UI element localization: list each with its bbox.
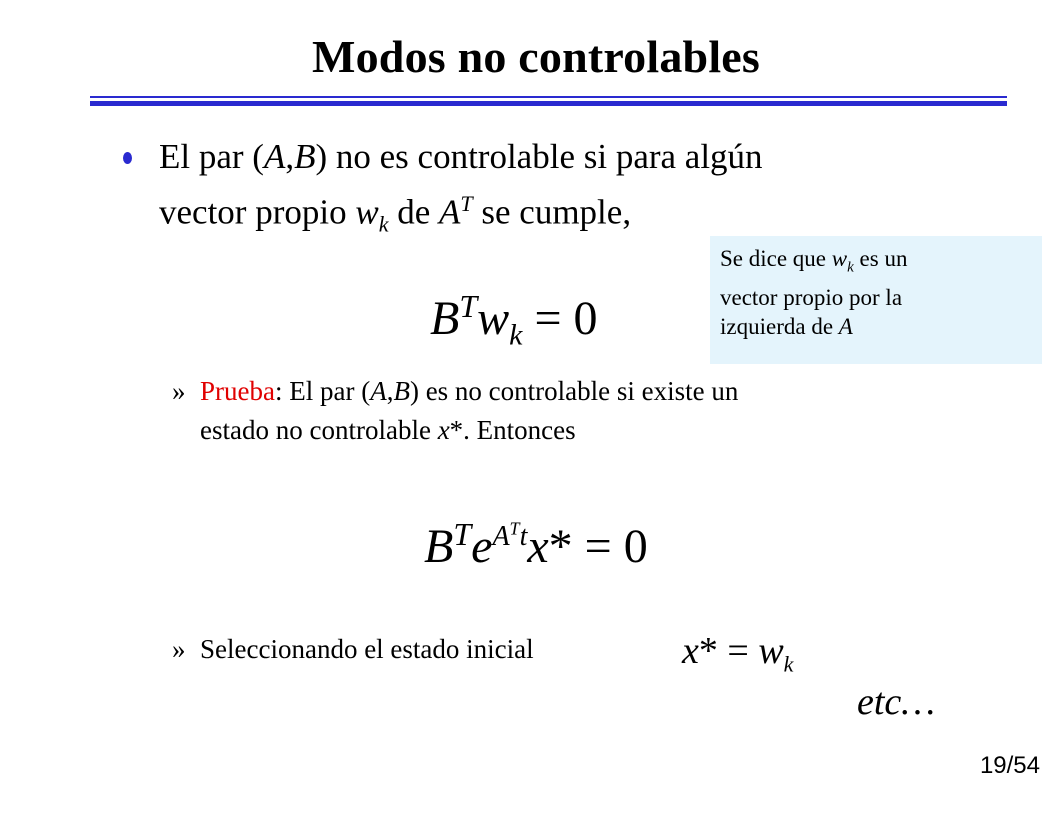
equation-btw: $B^Tw_k = 0$ xyxy=(430,288,598,352)
page-number: 19/54 xyxy=(979,752,1040,779)
equation-bt-exp: $B^Te^{A^Tt}x* = 0$ xyxy=(424,516,648,573)
title-rule-thick xyxy=(90,101,1007,106)
bullet-statement: El par (A,B) no es controlable si para algún vector propio $w_k$ de $A^T$ se cumple, xyxy=(159,137,763,237)
note-box: Se dice que $w_k$ es un vector propio por la izquierda de A xyxy=(710,236,1042,364)
slide-title: Modos no controlables xyxy=(311,31,761,82)
proof-item: » Prueba: El par (A,B) es no controlable si existe un estado no controlable x*. Entonces xyxy=(172,376,739,445)
title-rule-thin xyxy=(90,96,1007,98)
bullet-dot-icon xyxy=(123,152,132,164)
select-item: » Seleccionando el estado inicial xyxy=(172,634,534,664)
equation-initial-state: $x* = w_k$ xyxy=(682,630,794,677)
etc-text: etc… xyxy=(857,681,936,723)
